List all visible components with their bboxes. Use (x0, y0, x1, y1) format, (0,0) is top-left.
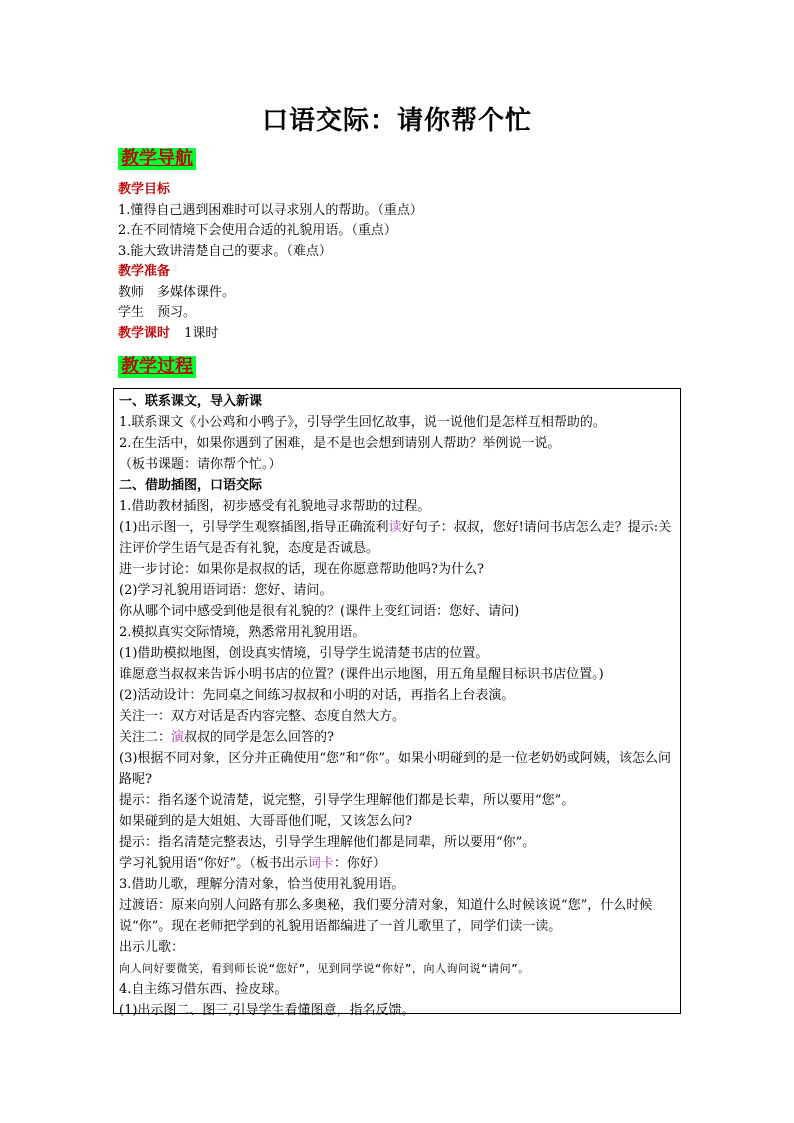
process-heading-2: 二、借助插图，口语交际 (119, 478, 263, 493)
prep-item: 教师 多媒体课件。 (118, 284, 236, 300)
hours-value: 1课时 (184, 325, 219, 341)
process-line (119, 853, 676, 874)
highlight-word: 读 (388, 520, 402, 535)
hours-heading: 教学课时 (118, 325, 171, 341)
goals-heading: 教学目标 (118, 182, 171, 197)
goal-item: 2.在不同情境下会使用合适的礼貌用语。（重点） (118, 223, 397, 238)
process-line: 谁愿意当叔叔来告诉小明书店的位置？(课件出示地图，用五角星醒目标识书店位置。) (119, 667, 604, 682)
process-line: 1.联系课文《小公鸡和小鸭子》，引导学生回忆故事，说一说他们是怎样互相帮助的。 (119, 415, 606, 430)
text-span: 叔叔的同学是怎么回答的? (184, 730, 335, 745)
process-line: 提示：指名清楚完整表达，引导学生理解他们都是同辈，所以要用“你”。 (119, 835, 536, 850)
process-line: 4.自主练习借东西、捡皮球。 (119, 982, 288, 997)
process-line: 关注一：双方对话是否内容完整、态度自然大方。 (119, 709, 406, 724)
process-line: （板书课题：请你帮个忙。） (119, 457, 282, 472)
text-span: (1)出示图一，引导学生观察插图,指导正确流利 (119, 520, 389, 535)
process-line: 进一步讨论：如果你是叔叔的话，现在你愿意帮助他吗?为什么? (119, 562, 484, 577)
text-span: 关注二： (119, 730, 172, 745)
text-span: ：你好） (333, 856, 386, 871)
teaching-process-box (113, 388, 681, 1018)
process-line: (1)出示图二、图三,引导学生看懂图意，指名反馈。 (119, 1003, 415, 1018)
prep-heading: 教学准备 (118, 264, 171, 279)
process-line: (2)活动设计：先同桌之间练习叔叔和小明的对话，再指名上台表演。 (119, 688, 515, 703)
hours-row (118, 324, 678, 345)
process-line (119, 727, 676, 748)
section-label-teaching-process: 教学过程 (118, 356, 196, 378)
text-span: 好句子：叔叔，您好!请问书店怎么走？提示:关注评价学生语气是否有礼貌，态度是否诚恳。 (119, 520, 672, 556)
process-heading-1: 一、联系课文，导入新课 (119, 394, 263, 409)
prep-item: 学生 预习。 (118, 305, 197, 320)
text-span: 学习礼貌用语“你好”。（板书出示 (119, 856, 308, 871)
process-line: 2.在生活中，如果你遇到了困难，是不是也会想到请别人帮助？举例说一说。 (119, 436, 561, 451)
process-line: 如果碰到的是大姐姐、大哥哥他们呢，又该怎么问? (119, 814, 412, 829)
highlight-word: 词卡 (307, 856, 334, 871)
process-line: 提示：指名逐个说清楚，说完整，引导学生理解他们都是长辈，所以要用“您”。 (119, 793, 575, 808)
process-line: (3)根据不同对象，区分并正确使用“您”和“你”。如果小明碰到的是一位老奶奶或阿姨，该怎么问路呢? (119, 751, 671, 787)
process-line (119, 517, 676, 559)
teaching-nav (118, 180, 678, 344)
process-line: 你从哪个词中感受到他是很有礼貌的？(课件上变红词语：您好、请问) (119, 604, 520, 619)
goal-item: 1.懂得自己遇到困难时可以寻求别人的帮助。（重点） (118, 202, 423, 218)
process-line: 过渡语：原来向别人问路有那么多奥秘，我们要分清对象，知道什么时候该说“您”，什么时候说“你”。现在老师把学到的礼貌用语都编进了一首儿歌里了，同学们读一读。 (119, 898, 653, 934)
page-title: 口语交际：请你帮个忙 (261, 106, 532, 136)
goal-item: 3.能大致讲清楚自己的要求。（难点） (118, 243, 332, 259)
section-label-teaching-nav: 教学导航 (118, 148, 196, 170)
nursery-rhyme: 向人问好要微笑，看到师长说“您好”，见到同学说“你好”，向人询问说“请问”。 (119, 962, 530, 975)
process-line: 1.借助教材插图，初步感受有礼貌地寻求帮助的过程。 (119, 499, 431, 514)
process-line: (2)学习礼貌用语词语：您好、请问。 (119, 583, 333, 598)
process-line: (1)借助模拟地图，创设真实情境，引导学生说清楚书店的位置。 (119, 646, 489, 661)
process-line: 3.借助儿歌，理解分清对象，恰当使用礼貌用语。 (119, 877, 405, 892)
highlight-word: 演 (171, 730, 185, 745)
process-line: 2.模拟真实交际情境，熟悉常用礼貌用语。 (119, 625, 366, 640)
process-line: 出示儿歌： (119, 940, 185, 955)
